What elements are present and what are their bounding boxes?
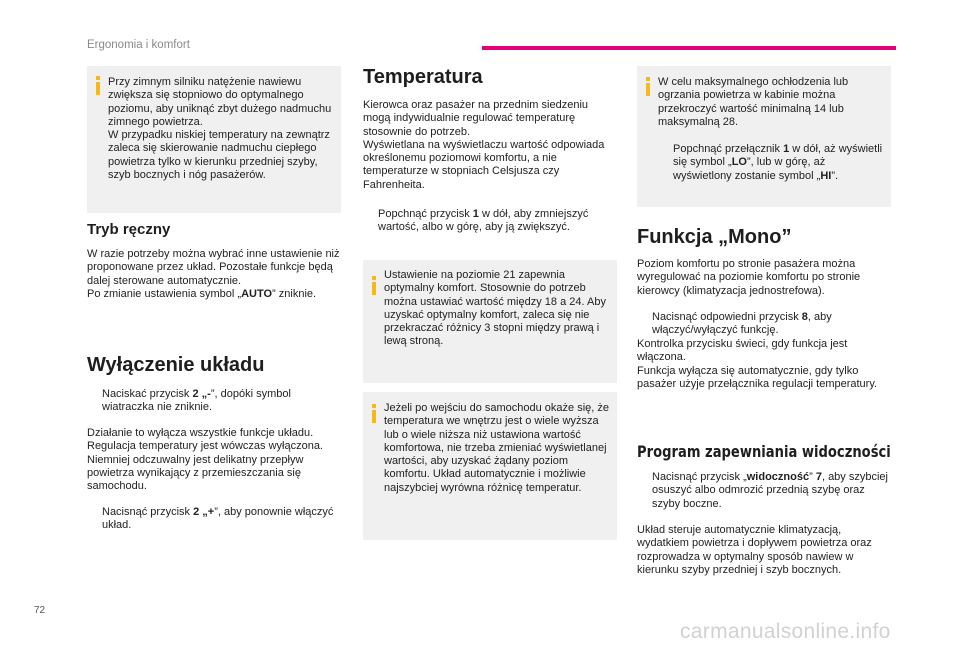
button-number: 2	[192, 388, 199, 400]
heading-temperature: Temperatura	[363, 66, 483, 88]
step-text-part: ”, lub w górę, aż wyświetlony zostanie symbol „	[673, 156, 826, 182]
info-icon	[646, 83, 650, 96]
info-box-optimal-temp	[363, 260, 617, 383]
info-box-text: Jeżeli po wejściu do samochodu okaże się, że temperatura we wnętrzu jest o wiele wyższa lub o wiele niższa niż ustawiona wartość komfortowa, nie trzeba zmieniać wyświetlanej wartości, aby uzyskać żądany poziom komfortu. Układ automatycznie i możliwie najszybciej wyrówna różnicę temperatur.	[384, 402, 610, 494]
mono-text-2: Kontrolka przycisku świeci, gdy funkcja jest włączona. Funkcja wyłącza się automatycznie, gdy tylko pasażer użyje przełącznika regulacji temperatury.	[637, 338, 878, 390]
step-visibility	[637, 471, 891, 511]
step-text	[363, 208, 617, 235]
step-text-part: Popchnąć przełącznik	[673, 143, 784, 155]
heading-visibility-program: Program zapewniania widoczności	[637, 442, 891, 461]
step-text-part: Nacisnąć odpowiedni przycisk	[652, 311, 802, 323]
step-text	[637, 311, 891, 338]
step-system-off	[87, 388, 341, 415]
section-header-accent-bar	[482, 46, 896, 50]
step-text	[658, 143, 886, 183]
button-number: 8	[801, 311, 808, 323]
button-number: 1	[783, 143, 790, 155]
info-box-max-cooling	[637, 66, 891, 207]
info-box-text: W celu maksymalnego ochłodzenia lub ogrzania powietrza w kabinie można przekroczyć wartość minimalną 14 lub maksymalną 28.	[658, 76, 849, 128]
heading-system-off: Wyłączenie układu	[87, 354, 265, 376]
step-text-part: ”	[809, 471, 816, 483]
step-text-part: w dół, aż wyświetli się symbol „	[673, 143, 883, 169]
step-text-part: , aby szybciej osuszyć albo odmrozić przednią szybę oraz szyby boczne.	[652, 471, 888, 510]
step-text	[87, 388, 341, 415]
button-number: 1	[472, 208, 479, 220]
button-number: 2	[193, 506, 200, 518]
manual-mode-text-end: ” zniknie.	[272, 287, 317, 300]
step-text-part: ”.	[831, 169, 839, 182]
manual-mode-text-body: W razie potrzeby można wybrać inne ustawienie niż proponowane przez układ. Pozostałe funkcje będą dalej sterowane automatycznie. Po zmianie ustawienia symbol „	[87, 248, 340, 300]
step-text	[637, 471, 891, 511]
button-symbol: „-	[198, 388, 211, 400]
step-text-part: ”, aby ponownie włączyć układ.	[102, 506, 334, 532]
auto-symbol: AUTO	[241, 287, 273, 300]
info-box-temp-difference	[363, 392, 617, 540]
heading-manual-mode: Tryb ręczny	[87, 221, 171, 238]
watermark: carmanualsonline.info	[680, 620, 891, 643]
lo-symbol: LO	[731, 156, 747, 169]
system-off-text: Działanie to wyłącza wszystkie funkcje układu. Regulacja temperatury jest wówczas wyłączona. Niemniej odczuwalny jest delikatny przepływ powietrza wynikający z przemieszczania się samochodu.	[87, 427, 323, 493]
visibility-symbol: widoczność	[746, 471, 810, 483]
info-box-text: Przy zimnym silniku natężenie nawiewu zwiększa się stopniowo do optymalnego poziomu, aby uniknąć zbyt dużego nadmuchu zimnego powietrza. W przypadku niskiej temperatury na zewnątrz zaleca się skierowanie nadmuchu ciepłego powietrza tylko w kierunku przedniej szyby, szyb bocznych i nóg pasażerów.	[108, 76, 332, 182]
visibility-text: Układ steruje automatycznie klimatyzacją, wydatkiem powietrza i dopływem powietrza oraz rozprowadza w optymalny sposób nawiew w kierunku szyby przedniej i szyb bocznych.	[637, 524, 872, 576]
step-system-on	[87, 506, 341, 533]
manual-mode-text	[87, 248, 341, 301]
step-text-part: Nacisnąć przycisk	[102, 506, 194, 518]
info-box-step	[658, 143, 886, 183]
button-number: 7	[815, 471, 822, 483]
step-temperature	[363, 208, 617, 235]
hi-symbol: HI	[820, 169, 832, 182]
step-text-part: w dół, aby zmniejszyć wartość, albo w górę, aby ją zwiększyć.	[378, 208, 589, 234]
step-mono	[637, 311, 891, 338]
step-text-part: ”, dopóki symbol wiatraczka nie zniknie.	[102, 388, 291, 414]
step-text-part: Naciskać przycisk	[102, 388, 193, 400]
info-icon	[372, 282, 376, 295]
mono-text: Poziom komfortu po stronie pasażera można wyregulować na poziomie komfortu po stronie kierowcy (klimatyzacja jednostrefowa).	[637, 258, 861, 297]
step-text-part: , aby włączyć/wyłączyć funkcję.	[652, 311, 832, 337]
info-box-cold-engine	[87, 66, 341, 213]
button-symbol: „+	[199, 506, 215, 518]
page-number: 72	[34, 605, 46, 616]
section-header-title: Ergonomia i komfort	[87, 39, 190, 51]
heading-mono-function: Funkcja „Mono”	[637, 226, 792, 248]
info-icon	[96, 82, 100, 95]
step-text-part: Popchnąć przycisk	[378, 208, 473, 220]
temperature-text: Kierowca oraz pasażer na przednim siedzeniu mogą indywidualnie regulować temperaturę stosownie do potrzeb. Wyświetlana na wyświetlaczu wartość odpowiada określonemu poziomowi komfortu, a nie temperaturze w stopniach Celsjusza czy Fahrenheita.	[363, 99, 605, 191]
step-text-part: Nacisnąć przycisk „	[652, 471, 747, 483]
info-icon	[372, 410, 376, 423]
info-box-text: Ustawienie na poziomie 21 zapewnia optymalny komfort. Stosownie do potrzeb można ustawiać wartość między 18 a 24. Aby uzyskać optymalny komfort, zaleca się nie przekraczać różnicy 3 stopni między prawą i lewą stroną.	[384, 269, 606, 348]
step-text	[87, 506, 341, 533]
